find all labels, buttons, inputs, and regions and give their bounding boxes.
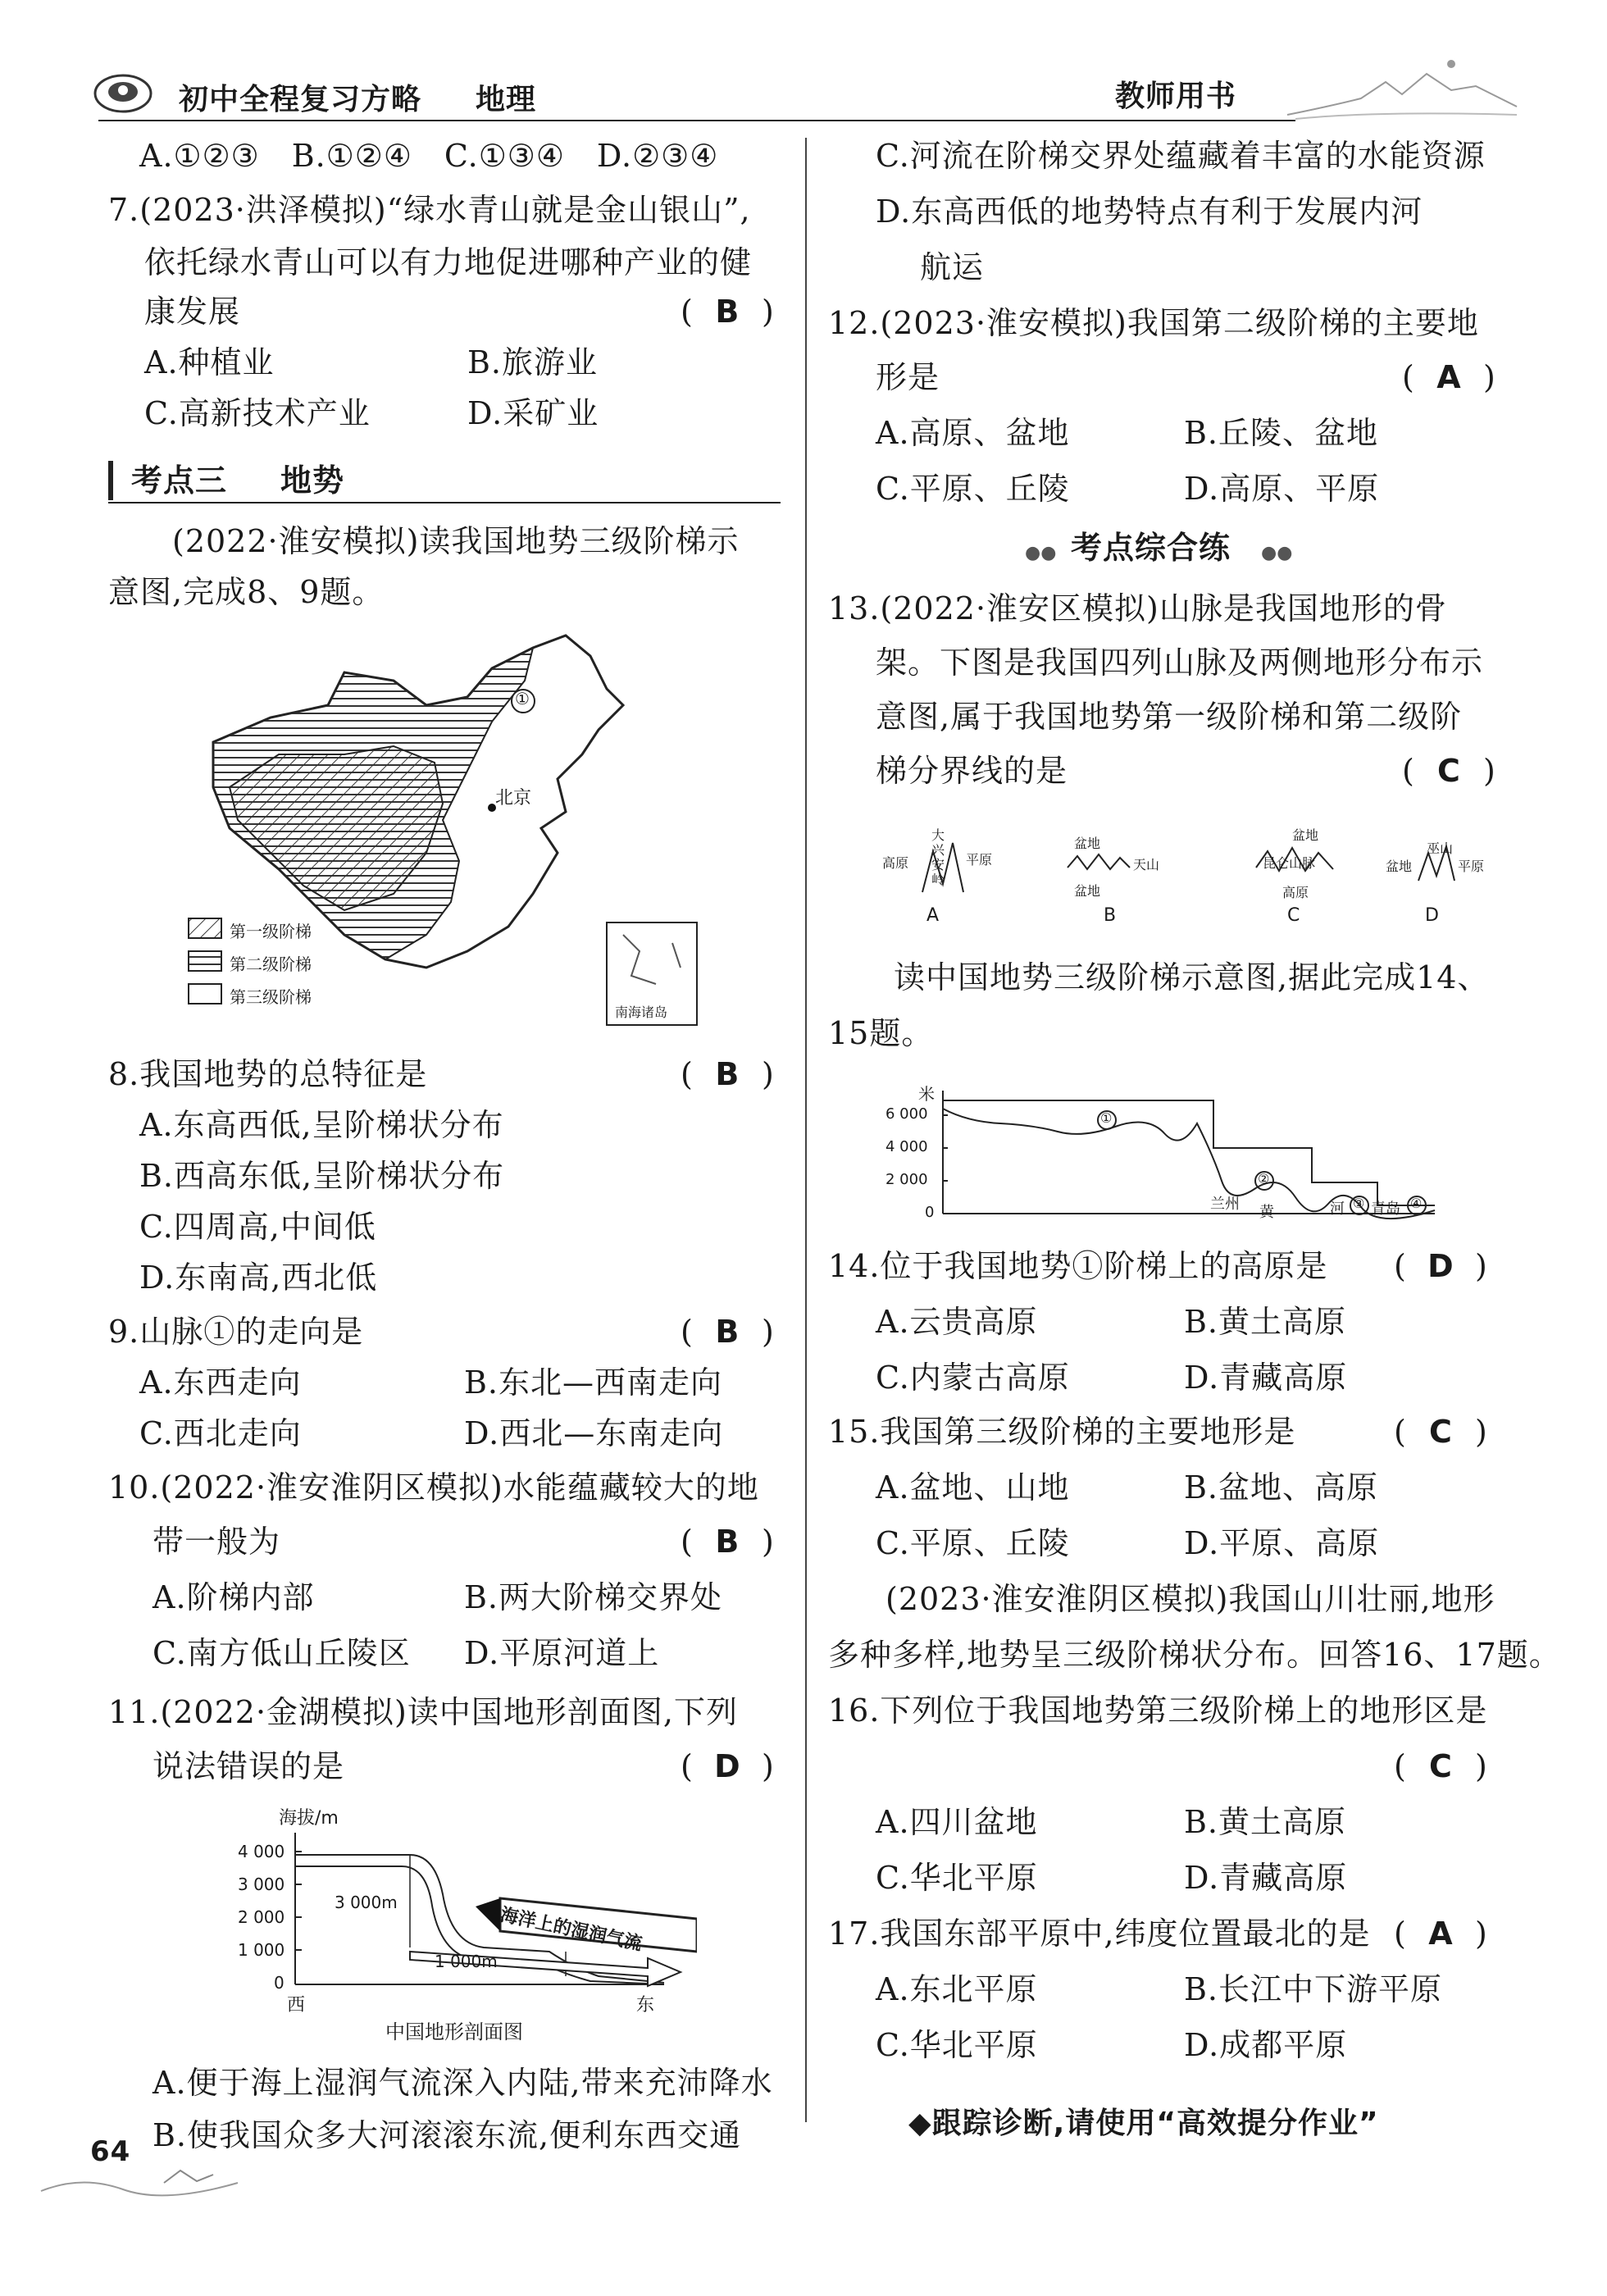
q9-option-b: B.东北—西南走向	[464, 1364, 723, 1401]
profile-tick-4000: 4 000	[238, 1842, 285, 1861]
q15-stem: 15.我国第三级阶梯的主要地形是	[828, 1414, 1296, 1450]
q13-stem-line2: 架。下图是我国四列山脉及两侧地形分布示	[876, 645, 1484, 681]
q13-stem-line4: 梯分界线的是	[876, 753, 1068, 789]
q9-option-c: C.西北走向	[139, 1415, 302, 1451]
inset-label: 南海诸岛	[615, 1004, 668, 1020]
q15-option-a: A.盆地、山地	[876, 1469, 1070, 1506]
q14-stem: 14.位于我国地势①阶梯上的高原是	[828, 1248, 1328, 1284]
q16-option-a: A.四川盆地	[876, 1804, 1038, 1840]
q14-option-a: A.云贵高原	[876, 1304, 1038, 1340]
q14-option-b: B.黄土高原	[1184, 1304, 1347, 1340]
q9-answer: ( B )	[681, 1314, 774, 1350]
footer-wave-decoration-icon	[33, 2158, 246, 2207]
q17-option-d: D.成都平原	[1184, 2027, 1348, 2063]
q8-option-d: D.东南高,西北低	[139, 1260, 378, 1296]
q17-option-c: C.华北平原	[876, 2027, 1038, 2063]
q10-option-d: D.平原河道上	[464, 1635, 660, 1671]
q9-option-a: A.东西走向	[139, 1364, 302, 1401]
column-divider	[805, 138, 807, 2122]
q14-option-d: D.青藏高原	[1184, 1360, 1348, 1396]
chart-label-huang: 黄	[1259, 1204, 1274, 1221]
q7-option-b: B.旅游业	[467, 344, 599, 380]
q7-stem-line2: 依托绿水青山可以有力地促进哪种产业的健	[144, 244, 753, 280]
mountain-decoration-icon	[1279, 49, 1525, 123]
profile-west: 西	[287, 1995, 306, 2016]
profile-tick-0: 0	[274, 1973, 285, 1993]
q8-option-c: C.四周高,中间低	[139, 1209, 376, 1245]
intro-8-9-line1: (2022·淮安模拟)读我国地势三级阶梯示	[172, 523, 740, 559]
q6-options: A.①②③ B.①②④ C.①③④ D.②③④	[139, 138, 719, 174]
profile-tick-3000: 3 000	[238, 1875, 285, 1894]
legend-third-step: 第三级阶梯	[230, 987, 312, 1007]
terrain-step-chart	[869, 1074, 1443, 1230]
q14-answer: ( D )	[1394, 1248, 1487, 1284]
q12-option-d: D.高原、平原	[1184, 471, 1380, 507]
q7-stem-line3: 康发展	[144, 294, 241, 330]
intro-14-15-line1: 读中国地势三级阶梯示意图,据此完成14、	[894, 959, 1490, 995]
q10-stem-line1: 10.(2022·淮安淮阴区模拟)水能蕴藏较大的地	[108, 1469, 759, 1506]
q10-stem-line2: 带一般为	[153, 1524, 281, 1560]
q10-option-b: B.两大阶梯交界处	[464, 1579, 723, 1615]
q17-stem: 17.我国东部平原中,纬度位置最北的是	[828, 1916, 1371, 1952]
q12-stem-line2: 形是	[876, 359, 940, 395]
chart-label-4: ④	[1410, 1196, 1423, 1211]
q15-option-c: C.平原、丘陵	[876, 1525, 1070, 1561]
mountain-diagrams	[869, 820, 1492, 935]
mountain-option-d: 盆地 巫山 平原 D	[1386, 840, 1485, 926]
legend-first-step: 第一级阶梯	[230, 922, 312, 941]
chart-label-qingdao: 青岛	[1371, 1200, 1400, 1218]
q15-option-b: B.盆地、高原	[1184, 1469, 1379, 1506]
profile-arrow-label: 海洋上的湿润气流	[498, 1904, 644, 1955]
q7-answer: ( B )	[681, 294, 774, 330]
profile-height-1000: 1 000m	[435, 1952, 498, 1971]
q11-option-a: A.便于海上湿润气流深入内陆,带来充沛降水	[153, 2065, 773, 2101]
q17-option-b: B.长江中下游平原	[1184, 1971, 1443, 2007]
subject-title: 地理	[476, 83, 537, 116]
q7-option-a: A.种植业	[144, 344, 275, 380]
chart-ylabel: 米	[918, 1084, 935, 1104]
q16-option-d: D.青藏高原	[1184, 1860, 1348, 1896]
q15-option-d: D.平原、高原	[1184, 1525, 1380, 1561]
q10-option-c: C.南方低山丘陵区	[153, 1635, 411, 1671]
q16-option-b: B.黄土高原	[1184, 1804, 1347, 1840]
follow-up-note: ◆跟踪诊断,请使用“高效提分作业”	[908, 2107, 1379, 2140]
mountain-option-a: 高原 大兴安岭 平原 A	[882, 827, 993, 926]
section-label: 考点三	[131, 462, 228, 499]
comprehensive-section-title: 考点综合练	[1071, 530, 1231, 566]
chart-label-he: 河	[1330, 1200, 1345, 1218]
q15-answer: ( C )	[1394, 1414, 1487, 1450]
q17-answer: ( A )	[1394, 1916, 1487, 1952]
q13-stem-line1: 13.(2022·淮安区模拟)山脉是我国地形的骨	[828, 590, 1447, 626]
q16-answer: ( C )	[1394, 1748, 1487, 1784]
q11-option-c: C.河流在阶梯交界处蕴藏着丰富的水能资源	[876, 138, 1486, 174]
header	[0, 0, 1607, 123]
q7-stem-line1: 7.(2023·洪泽模拟)“绿水青山就是金山银山”,	[108, 192, 751, 228]
section-title: 地势	[280, 462, 345, 499]
profile-tick-2000: 2 000	[238, 1907, 285, 1927]
profile-caption: 中国地形剖面图	[385, 2020, 523, 2043]
intro-8-9-line2: 意图,完成8、9题。	[108, 574, 385, 610]
q11-answer: ( D )	[681, 1748, 774, 1784]
legend-second-step: 第二级阶梯	[230, 954, 312, 974]
q17-option-a: A.东北平原	[876, 1971, 1038, 2007]
q8-answer: ( B )	[681, 1056, 774, 1092]
chart-label-1: ①	[1100, 1110, 1113, 1126]
chart-label-2: ②	[1258, 1171, 1270, 1187]
chart-label-lanzhou: 兰州	[1210, 1196, 1240, 1213]
chart-tick-6000: 6 000	[885, 1105, 928, 1123]
q11-stem-line1: 11.(2022·金湖模拟)读中国地形剖面图,下列	[108, 1694, 738, 1730]
q11-stem-line2: 说法错误的是	[153, 1748, 345, 1784]
q10-answer: ( B )	[681, 1524, 774, 1560]
section-header	[108, 456, 781, 503]
q12-option-c: C.平原、丘陵	[876, 471, 1070, 507]
book-title: 初中全程复习方略	[179, 83, 422, 116]
chart-tick-0: 0	[925, 1204, 935, 1221]
q8-option-b: B.西高东低,呈阶梯状分布	[139, 1158, 505, 1194]
q16-stem: 16.下列位于我国地势第三级阶梯上的地形区是	[828, 1692, 1488, 1729]
profile-height-3000: 3 000m	[335, 1893, 398, 1912]
intro-16-17-line1: (2023·淮安淮阴区模拟)我国山川壮丽,地形	[885, 1581, 1495, 1617]
profile-east: 东	[636, 1995, 655, 2016]
q12-answer: ( A )	[1402, 359, 1495, 395]
q7-option-c: C.高新技术产业	[144, 395, 371, 431]
q8-stem: 8.我国地势的总特征是	[108, 1056, 428, 1092]
q16-option-c: C.华北平原	[876, 1860, 1038, 1896]
intro-14-15-line2: 15题。	[828, 1015, 934, 1051]
page-number: 64	[90, 2135, 131, 2168]
q7-option-d: D.采矿业	[467, 395, 599, 431]
q14-option-c: C.内蒙古高原	[876, 1360, 1070, 1396]
q12-option-a: A.高原、盆地	[876, 415, 1070, 451]
mountain-option-b: 盆地 天山 盆地 B	[1058, 820, 1189, 935]
mountain-option-c: 盆地 昆仑山脉 高原 C	[1246, 820, 1377, 935]
q13-answer: ( C )	[1402, 753, 1495, 789]
map-label-beijing: 北京	[495, 788, 532, 809]
q12-option-b: B.丘陵、盆地	[1184, 415, 1379, 451]
chart-tick-4000: 4 000	[885, 1138, 928, 1155]
edition-label: 教师用书	[1115, 80, 1237, 113]
map-label-circle1: ①	[515, 689, 530, 708]
terrain-profile-figure	[238, 1804, 697, 2050]
q11-option-b: B.使我国众多大河滚滚东流,便利东西交通	[153, 2117, 742, 2153]
q9-option-d: D.西北—东南走向	[464, 1415, 724, 1451]
q11-option-d-line1: D.东高西低的地势特点有利于发展内河	[876, 194, 1423, 230]
chart-label-3: ③	[1353, 1196, 1365, 1211]
logo-icon	[92, 72, 154, 115]
header-rule	[98, 120, 1295, 121]
q13-stem-line3: 意图,属于我国地势第一级阶梯和第二级阶	[876, 699, 1463, 735]
profile-ylabel: 海拔/m	[279, 1808, 339, 1829]
china-terrain-map	[180, 623, 738, 1033]
intro-16-17-line2: 多种多样,地势呈三级阶梯状分布。回答16、17题。	[828, 1637, 1561, 1673]
q12-stem-line1: 12.(2023·淮安模拟)我国第二级阶梯的主要地	[828, 305, 1479, 341]
q8-option-a: A.东高西低,呈阶梯状分布	[139, 1107, 504, 1143]
q9-stem: 9.山脉①的走向是	[108, 1314, 364, 1350]
q10-option-a: A.阶梯内部	[153, 1579, 315, 1615]
comprehensive-section-header: ●● 考点综合练 ●●	[1025, 530, 1293, 566]
profile-tick-1000: 1 000	[238, 1940, 285, 1960]
chart-tick-2000: 2 000	[885, 1171, 928, 1188]
q11-option-d-line2: 航运	[920, 249, 985, 285]
